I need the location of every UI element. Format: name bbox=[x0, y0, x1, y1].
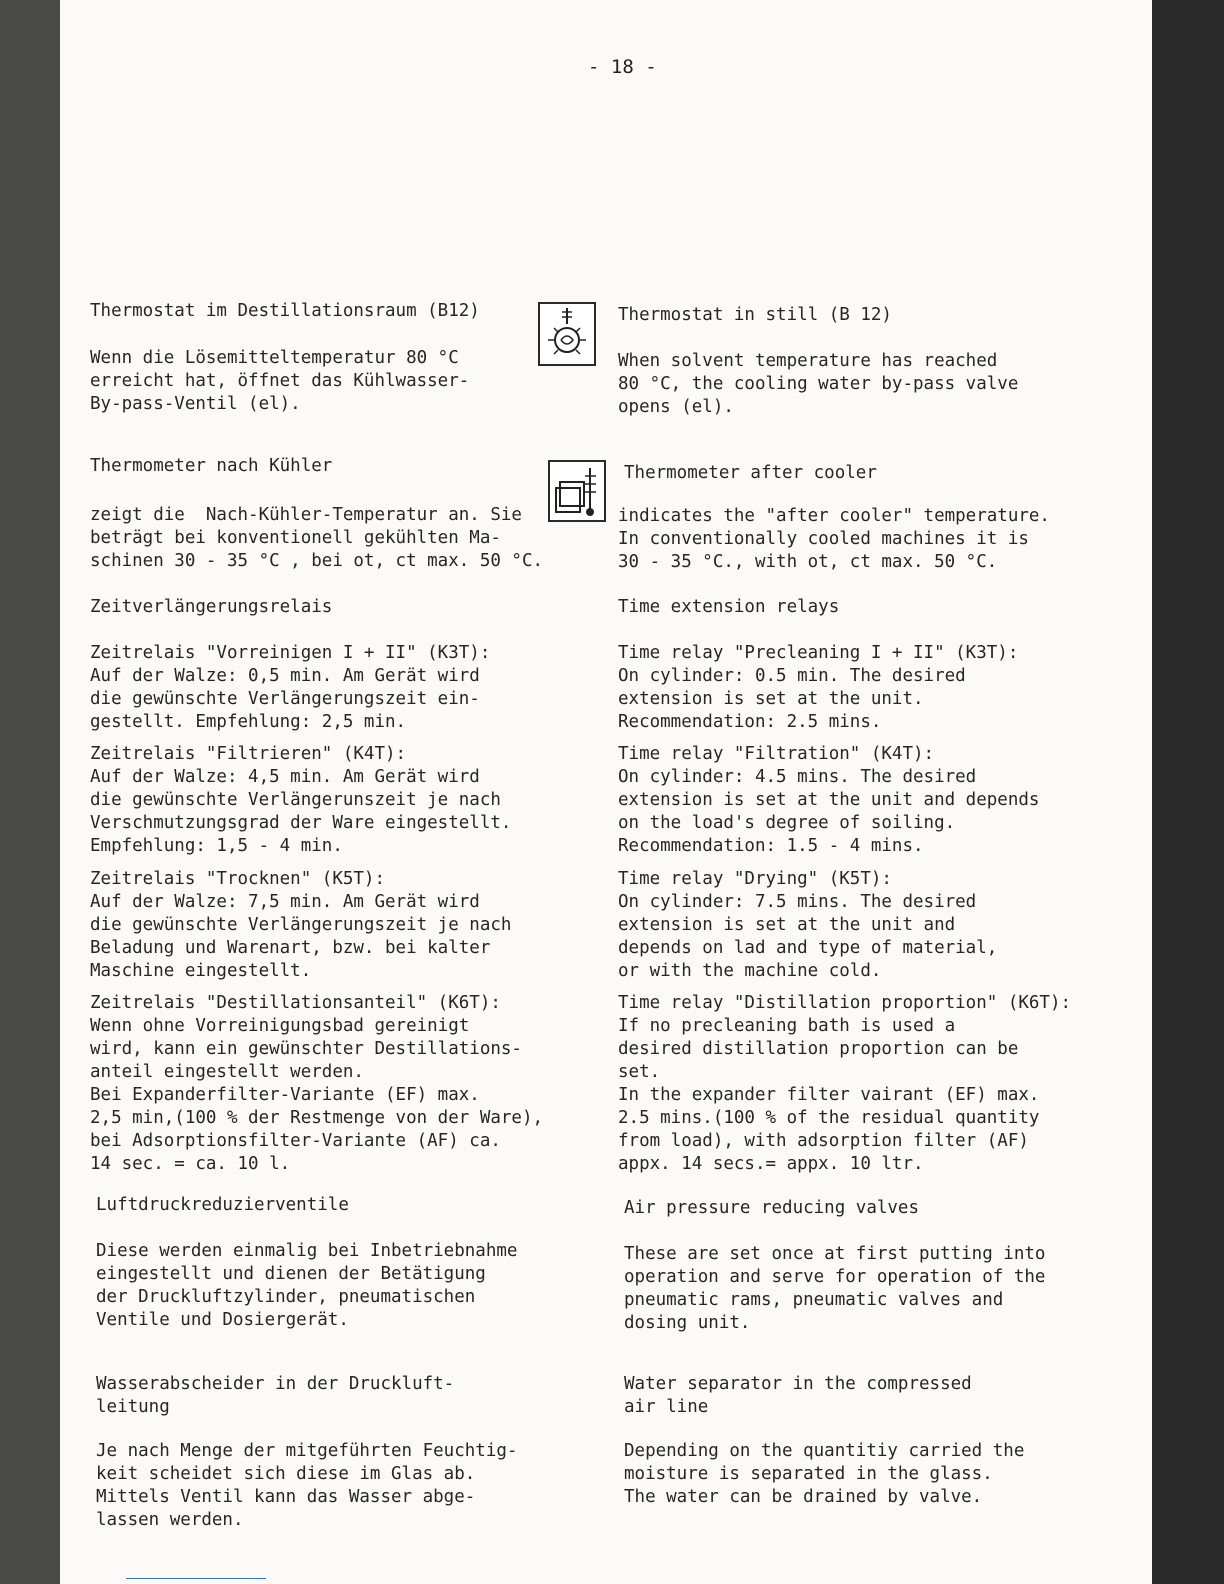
text-de-k4t: Zeitrelais "Filtrieren" (K4T): Auf der Walze: 4,5 min. Am Gerät wird die gewünschte Verlängerunszeit je nach Verschmutzungsgrad der Ware eingestellt. Empfehlung: 1,5 - 4 min. bbox=[90, 744, 512, 856]
heading-en-thermometer: Thermometer after cooler bbox=[624, 463, 877, 483]
text-de-k6t: Zeitrelais "Destillationsanteil" (K6T): Wenn ohne Vorreinigungsbad gereinigt wird, kann ein gewünschter Destillations- anteil eingestellt werden. Bei Expanderfilter-Variante (EF) max. 2,5 min,(100 % der Restmenge von der Ware), bei Adsorptionsfilter-Variante (AF) ca. 14 sec. = ca. 10 l. bbox=[90, 993, 544, 1174]
heading-en-air-pressure: Air pressure reducing valves bbox=[624, 1198, 920, 1218]
text-de-thermostat: Wenn die Lösemitteltemperatur 80 °C erreicht hat, öffnet das Kühlwasser- By-pass-Ventil (el). bbox=[90, 348, 470, 414]
document-page bbox=[60, 0, 1152, 1584]
heading-de-water-separator: Wasserabscheider in der Druckluft- leitung bbox=[96, 1374, 455, 1417]
heading-en-water-separator: Water separator in the compressed air line bbox=[624, 1374, 972, 1417]
text-de-water-separator: Je nach Menge der mitgeführten Feuchtig- keit scheidet sich diese im Glas ab. Mittels Ventil kann das Wasser abge- lassen werden. bbox=[96, 1441, 518, 1530]
heading-de-thermometer: Thermometer nach Kühler bbox=[90, 456, 333, 476]
text-en-thermostat: When solvent temperature has reached 80 °C, the cooling water by-pass valve opens (el). bbox=[618, 351, 1019, 417]
footer-link-underline bbox=[126, 1578, 266, 1579]
thermostat-icon bbox=[538, 302, 596, 366]
thermometer-cooler-icon bbox=[548, 460, 606, 522]
heading-de-relays: Zeitverlängerungsrelais bbox=[90, 597, 333, 617]
text-en-air-pressure: These are set once at first putting into operation and serve for operation of the pneumatic rams, pneumatic valves and dosing unit. bbox=[624, 1244, 1046, 1333]
page-number: - 18 - bbox=[588, 56, 657, 78]
heading-de-thermostat: Thermostat im Destillationsraum (B12) bbox=[90, 301, 480, 321]
text-en-k3t: Time relay "Precleaning I + II" (K3T): On cylinder: 0.5 min. The desired extension is set at the unit. Recommendation: 2.5 mins. bbox=[618, 643, 1019, 732]
text-en-thermometer: indicates the "after cooler" temperature. In conventionally cooled machines it is 30 - 35 °C., with ot, ct max. 50 °C. bbox=[618, 506, 1050, 572]
heading-en-thermostat: Thermostat in still (B 12) bbox=[618, 305, 892, 325]
text-de-air-pressure: Diese werden einmalig bei Inbetriebnahme eingestellt und dienen der Betätigung der Druckluftzylinder, pneumatischen Ventile und Dosiergerät. bbox=[96, 1241, 518, 1330]
text-en-k6t: Time relay "Distillation proportion" (K6T): If no precleaning bath is used a desired distillation proportion can be set. In the expander filter vairant (EF) max. 2.5 mins.(100 % of the residual quantity from load), with adsorption filter (AF) appx. 14 secs.= appx. 10 ltr. bbox=[618, 993, 1072, 1174]
text-en-k4t: Time relay "Filtration" (K4T): On cylinder: 4.5 mins. The desired extension is set at the unit and depends on the load's degree of soiling. Recommendation: 1.5 - 4 mins. bbox=[618, 744, 1040, 856]
text-en-k5t: Time relay "Drying" (K5T): On cylinder: 7.5 mins. The desired extension is set at the unit and depends on lad and type of material, or with the machine cold. bbox=[618, 869, 998, 981]
heading-en-relays: Time extension relays bbox=[618, 597, 840, 617]
text-de-k3t: Zeitrelais "Vorreinigen I + II" (K3T): Auf der Walze: 0,5 min. Am Gerät wird die gewünschte Verlängerungszeit ein- gestellt. Empfehlung: 2,5 min. bbox=[90, 643, 491, 732]
text-en-water-separator: Depending on the quantitiy carried the moisture is separated in the glass. The water can be drained by valve. bbox=[624, 1441, 1025, 1507]
text-de-thermometer: zeigt die Nach-Kühler-Temperatur an. Sie beträgt bei konventionell gekühlten Ma- schinen 30 - 35 °C , bei ot, ct max. 50 °C. bbox=[90, 505, 544, 571]
heading-de-air-pressure: Luftdruckreduzierventile bbox=[96, 1195, 349, 1215]
scan-edge bbox=[0, 0, 60, 1584]
text-de-k5t: Zeitrelais "Trocknen" (K5T): Auf der Walze: 7,5 min. Am Gerät wird die gewünschte Verlängerungszeit je nach Beladung und Warenart, bzw. bei kalter Maschine eingestellt. bbox=[90, 869, 512, 981]
